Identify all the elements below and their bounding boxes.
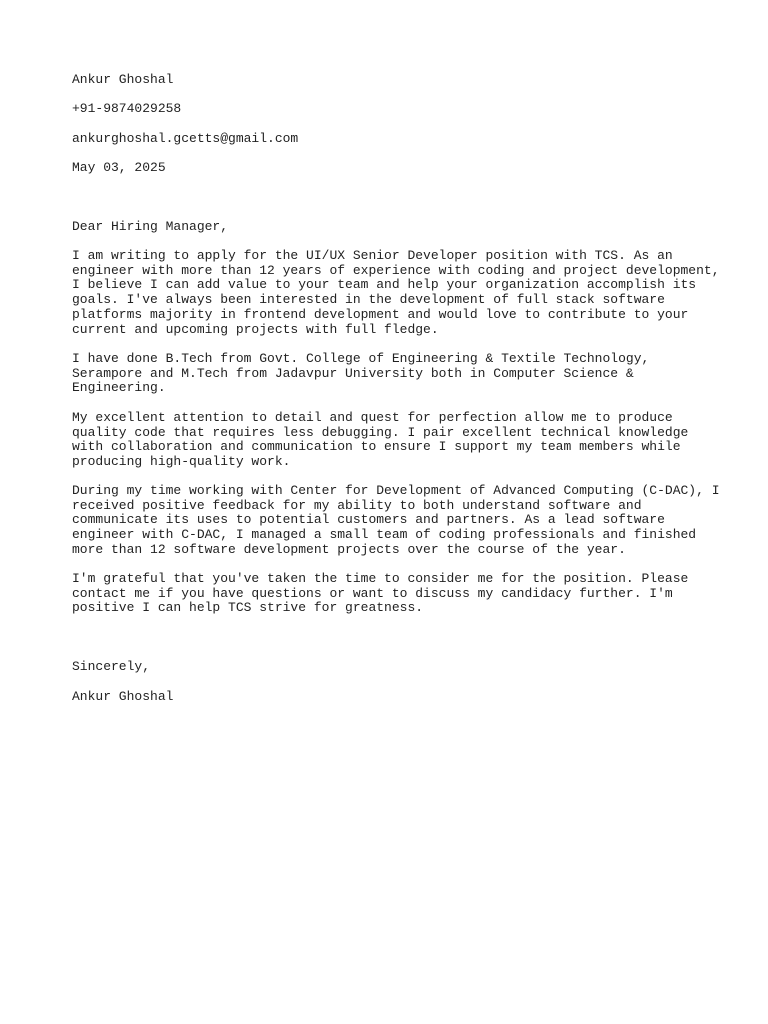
paragraph-line: goals. I've always been interested in the development of full stack software xyxy=(72,292,665,308)
paragraph-line: engineer with more than 12 years of experience with coding and project development, xyxy=(72,262,720,278)
paragraph-line: producing high-quality work. xyxy=(72,454,291,470)
salutation: Dear Hiring Manager, xyxy=(72,219,229,234)
sender-email: ankurghoshal.gcetts@gmail.com xyxy=(72,131,299,146)
paragraph-line: My excellent attention to detail and quest for perfection allow me to produce xyxy=(72,410,673,425)
paragraph-line: I'm grateful that you've taken the time to consider me for the position. Please xyxy=(72,571,689,586)
paragraph-line: platforms majority in frontend development and would love to contribute to your xyxy=(72,306,689,322)
closing: Sincerely, xyxy=(72,659,151,674)
paragraph-line: communicate its uses to potential customers and partners. As a lead software xyxy=(72,512,665,528)
paragraph-line: I believe I can add value to your team and help your organization accomplish its xyxy=(72,277,697,293)
sender-name: Ankur Ghoshal xyxy=(72,72,174,87)
paragraph-education xyxy=(72,352,649,396)
paragraph-line: quality code that requires less debugging. I pair excellent technical knowledge xyxy=(72,424,689,440)
paragraph-line: Serampore and M.Tech from Jadavpur University both in Computer Science & xyxy=(72,365,634,381)
paragraph-line: Engineering. xyxy=(72,380,166,396)
paragraph-experience xyxy=(72,484,720,558)
paragraph-line: received positive feedback for my ability to both understand software and xyxy=(72,497,642,513)
paragraph-line: more than 12 software development projects over the course of the year. xyxy=(72,541,626,557)
paragraph-line: with collaboration and communication to ensure I support my team members while xyxy=(72,439,681,455)
paragraph-intro xyxy=(72,249,720,337)
paragraph-line: positive I can help TCS strive for greatness. xyxy=(72,600,424,616)
paragraph-line: contact me if you have questions or want to discuss my candidacy further. I'm xyxy=(72,585,673,601)
signature: Ankur Ghoshal xyxy=(72,689,174,704)
paragraph-line: During my time working with Center for Development of Advanced Computing (C-DAC), I xyxy=(72,483,720,498)
paragraph-skills xyxy=(72,411,688,470)
paragraph-line: engineer with C-DAC, I managed a small team of coding professionals and finished xyxy=(72,527,697,543)
paragraph-line: current and upcoming projects with full fledge. xyxy=(72,321,439,337)
paragraph-closing xyxy=(72,572,688,616)
sender-phone: +91-9874029258 xyxy=(72,101,182,116)
letter-date: May 03, 2025 xyxy=(72,160,166,175)
paragraph-line: I have done B.Tech from Govt. College of Engineering & Textile Technology, xyxy=(72,351,650,366)
paragraph-line: I am writing to apply for the UI/UX Senior Developer position with TCS. As an xyxy=(72,248,673,263)
